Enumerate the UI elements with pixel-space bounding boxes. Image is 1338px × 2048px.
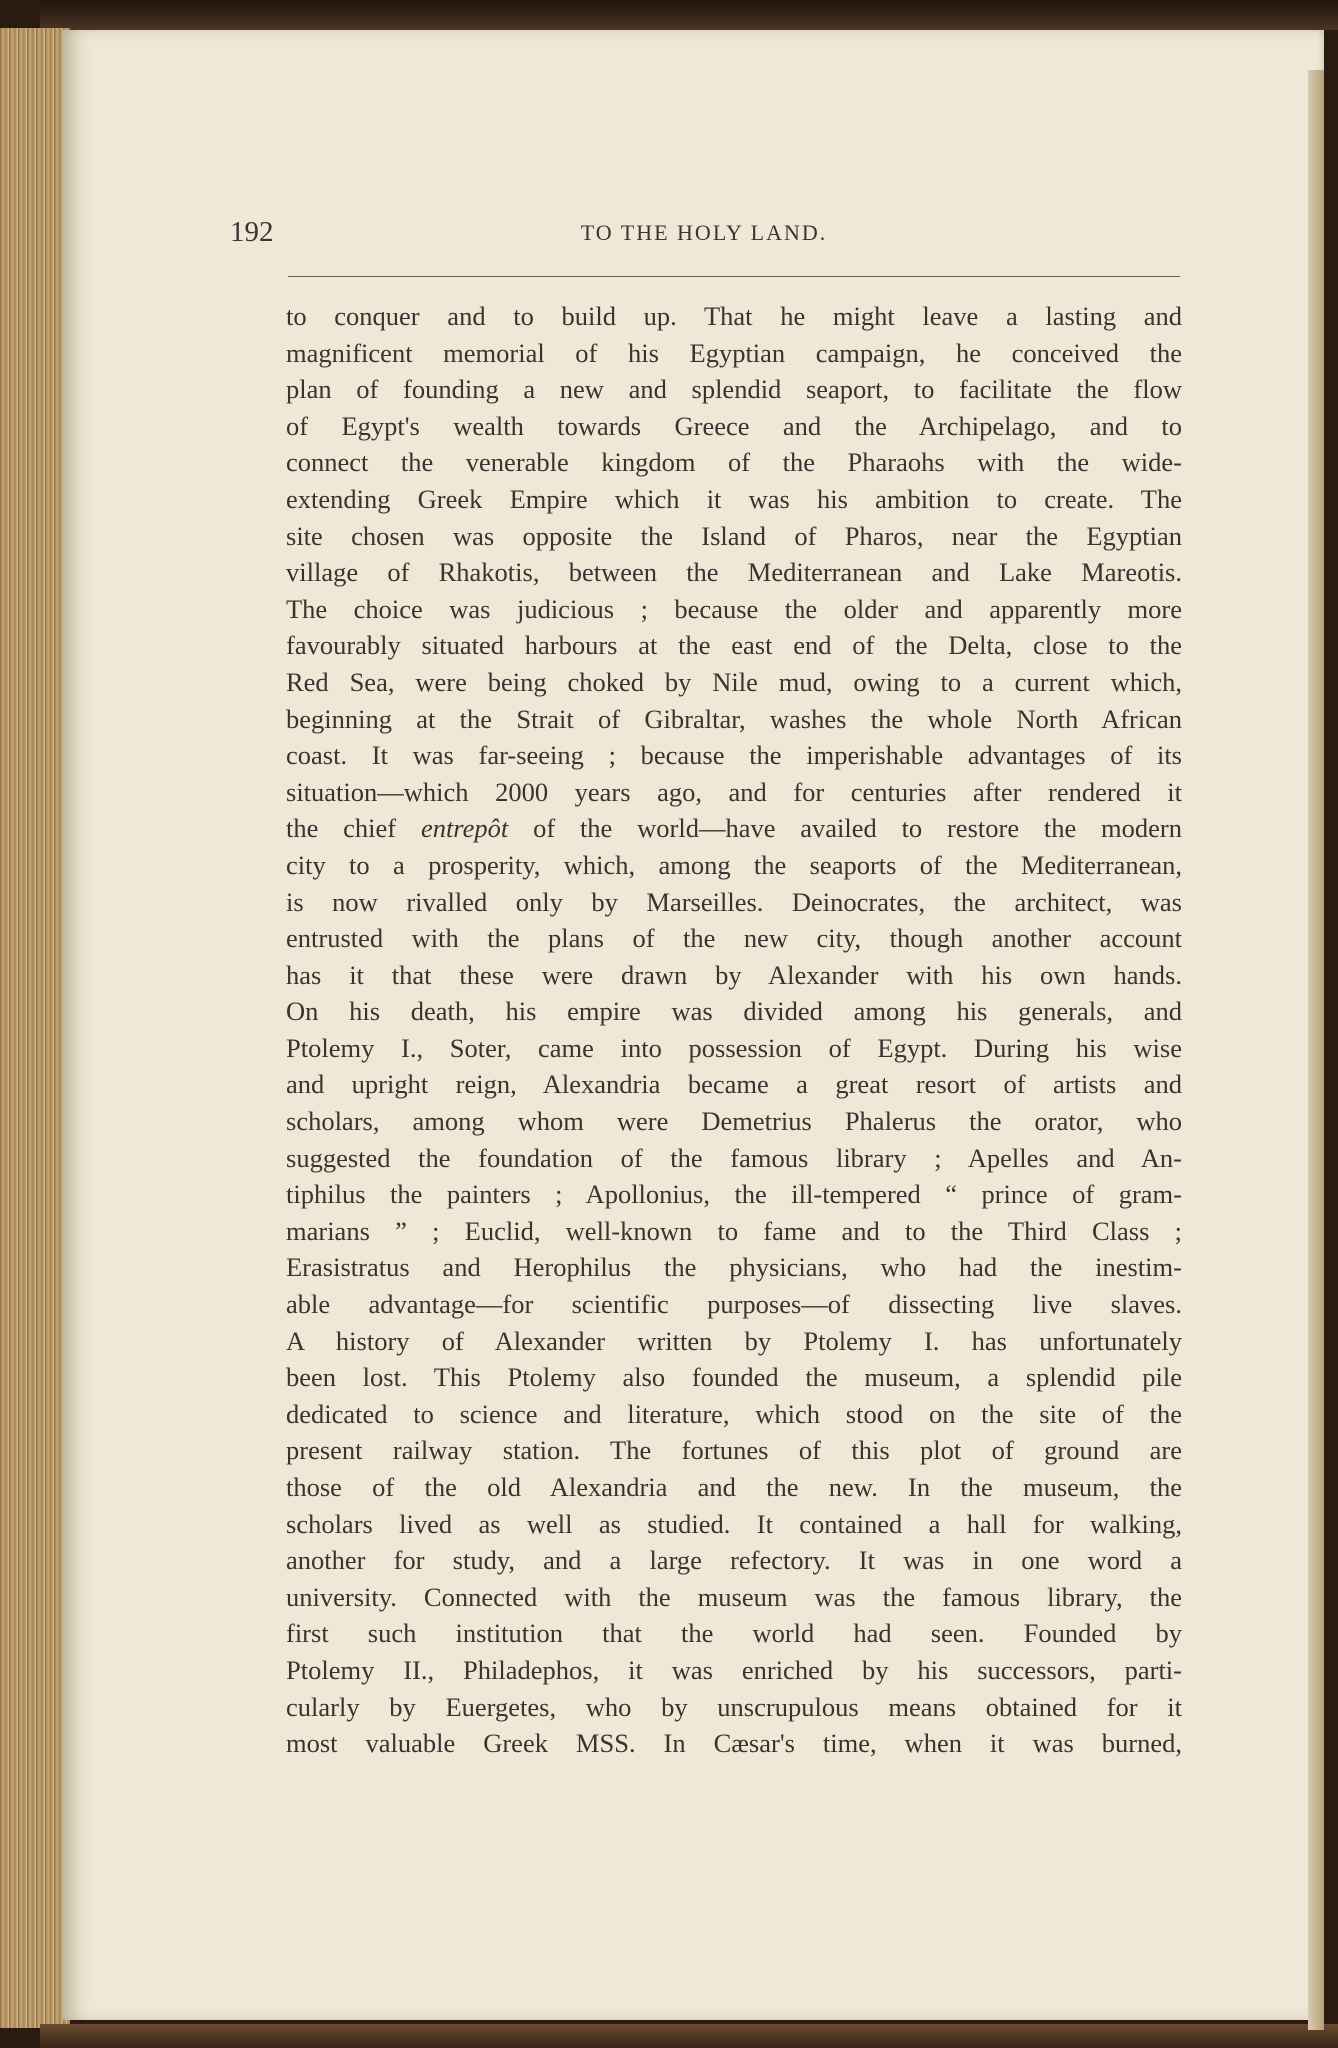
text-line: suggested the foundation of the famous library ; Apelles and An- (286, 1142, 1182, 1173)
header-rule (288, 276, 1180, 277)
page-header (230, 216, 1178, 256)
text-line: favourably situated harbours at the east end of the Delta, close to the (286, 630, 1182, 661)
book-top-edge (40, 0, 1338, 30)
text-segment: the chief (286, 813, 397, 844)
text-line: magnificent memorial of his Egyptian campaign, he conceived the (286, 337, 1182, 368)
text-line: has it that these were drawn by Alexander with his own hands. (286, 959, 1182, 990)
text-segment: of the world—have availed to restore the modern (533, 813, 1182, 844)
text-line: coast. It was far-seeing ; because the imperishable advantages of its (286, 740, 1182, 771)
text-line: Erasistratus and Herophilus the physicians, who had the inestim- (286, 1252, 1182, 1283)
italic-word: entrepôt (420, 813, 509, 844)
text-line: scholars, among whom were Demetrius Phalerus the orator, who (286, 1106, 1182, 1137)
text-line: cularly by Euergetes, who by unscrupulous means obtained for it (286, 1691, 1182, 1722)
text-line: those of the old Alexandria and the new. In the museum, the (286, 1472, 1182, 1502)
book-page-stack (0, 28, 70, 2028)
text-line: connect the venerable kingdom of the Pharaohs with the wide- (286, 447, 1182, 478)
text-line: another for study, and a large refectory. It was in one word a (286, 1545, 1182, 1576)
text-line: able advantage—for scientific purposes—of dissecting live slaves. (286, 1289, 1182, 1320)
text-line: first such institution that the world had seen. Founded by (286, 1618, 1182, 1649)
text-line: plan of founding a new and splendid seaport, to facilitate the flow (286, 374, 1182, 405)
page-edge-right (1308, 70, 1324, 2030)
body-text (286, 298, 1182, 1762)
text-line: is now rivalled only by Marseilles. Deinocrates, the architect, was (286, 886, 1182, 917)
text-line: to conquer and to build up. That he might leave a lasting and (286, 301, 1182, 331)
text-line: On his death, his empire was divided among his generals, and (286, 996, 1182, 1027)
text-line: village of Rhakotis, between the Mediterranean and Lake Mareotis. (286, 557, 1182, 588)
text-line: present railway station. The fortunes of this plot of ground are (286, 1435, 1182, 1466)
text-line: The choice was judicious ; because the older and apparently more (286, 593, 1182, 624)
text-line: Ptolemy I., Soter, came into possession of Egypt. During his wise (286, 1032, 1182, 1063)
text-line: A history of Alexander written by Ptolemy I. has unfortunately (286, 1325, 1182, 1356)
text-line: city to a prosperity, which, among the seaports of the Mediterranean, (286, 849, 1182, 880)
text-line: marians ” ; Euclid, well-known to fame and to the Third Class ; (286, 1215, 1182, 1246)
text-line: site chosen was opposite the Island of Pharos, near the Egyptian (286, 520, 1182, 551)
text-line: Ptolemy II., Philadephos, it was enriched by his successors, parti- (286, 1654, 1182, 1685)
text-line: most valuable Greek MSS. In Cæsar's time, when it was burned, (286, 1728, 1182, 1759)
text-line: and upright reign, Alexandria became a great resort of artists and (286, 1069, 1182, 1100)
running-title: TO THE HOLY LAND. (580, 220, 828, 245)
text-line: beginning at the Strait of Gibraltar, washes the whole North African (286, 703, 1182, 734)
text-line: been lost. This Ptolemy also founded the museum, a splendid pile (286, 1362, 1182, 1393)
text-line: scholars lived as well as studied. It contained a hall for walking, (286, 1508, 1182, 1539)
text-line: university. Connected with the museum was the famous library, the (286, 1581, 1182, 1612)
book-bottom-edge (40, 2024, 1338, 2048)
text-line: extending Greek Empire which it was his ambition to create. The (286, 483, 1182, 514)
text-line: Red Sea, were being choked by Nile mud, owing to a current which, (286, 666, 1182, 697)
text-line: tiphilus the painters ; Apollonius, the ill-tempered “ prince of gram- (286, 1179, 1182, 1210)
text-line: situation—which 2000 years ago, and for centuries after rendered it (286, 776, 1182, 807)
page-number: 192 (230, 216, 274, 248)
text-line-with-italic (286, 810, 1182, 847)
text-line: entrusted with the plans of the new city, though another account (286, 923, 1182, 954)
text-line: dedicated to science and literature, which stood on the site of the (286, 1398, 1182, 1429)
text-line: of Egypt's wealth towards Greece and the Archipelago, and to (286, 410, 1182, 441)
